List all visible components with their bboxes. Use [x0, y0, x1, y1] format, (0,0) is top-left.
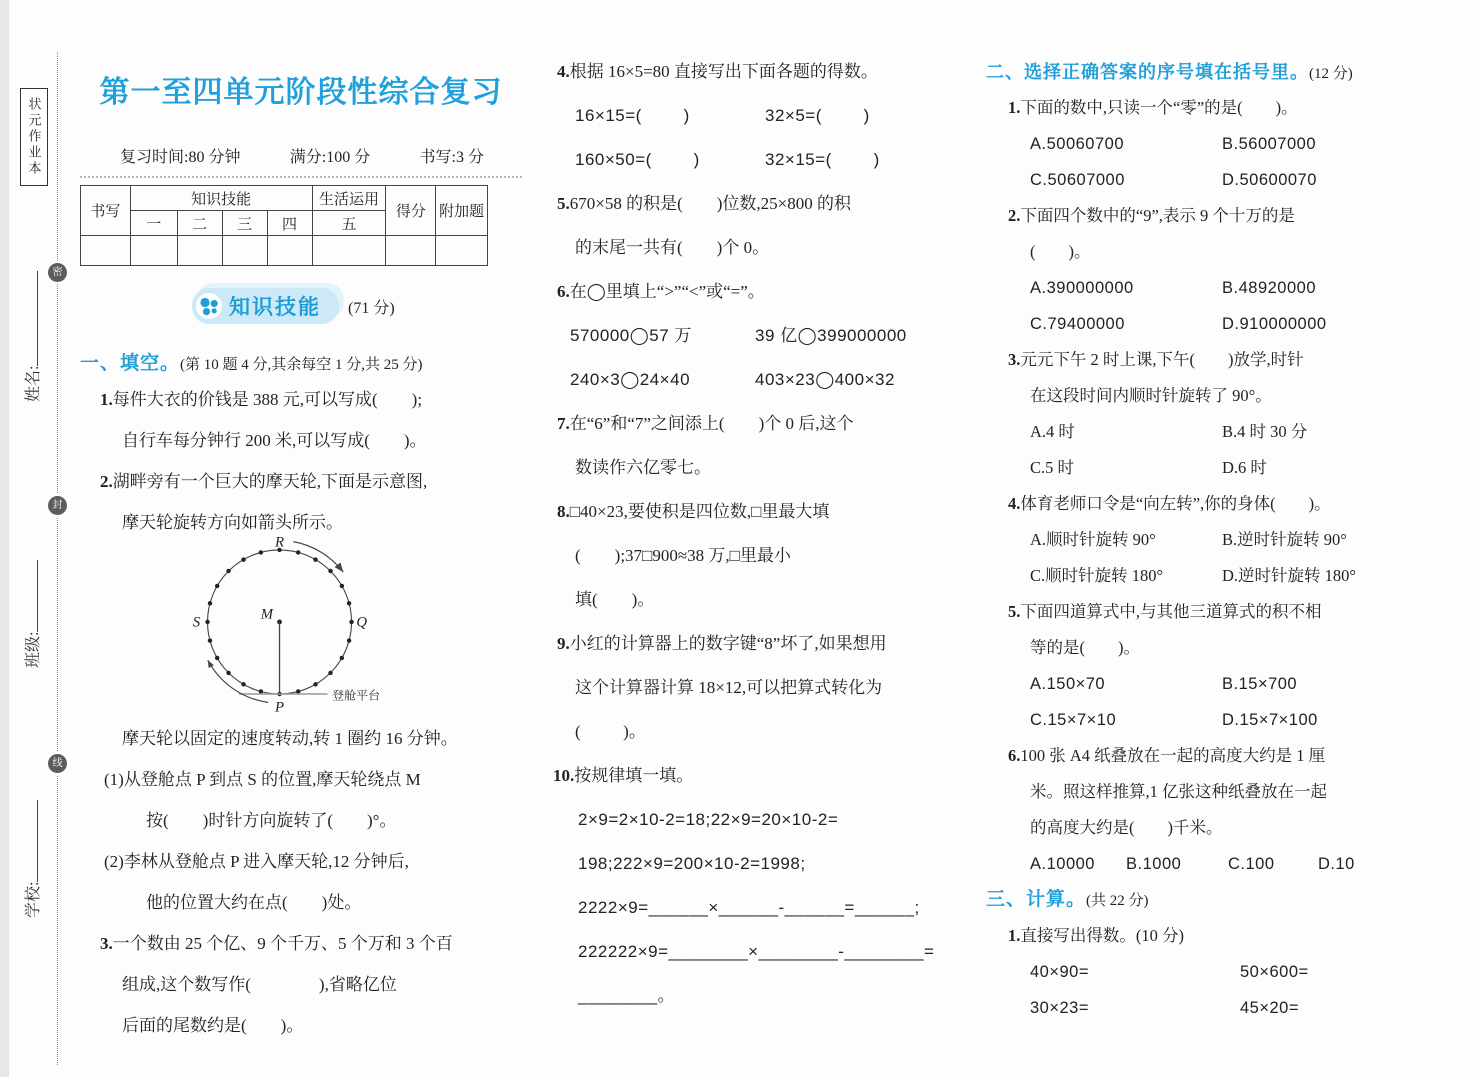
choice-6-line-1 [986, 738, 1438, 774]
option-d: D.50600070 [1222, 171, 1317, 189]
problem-number: 7. [557, 414, 570, 433]
calc-1-line-1 [986, 918, 1438, 954]
score-col-bonus: 附加题 [436, 186, 488, 236]
score-sub-1: 一 [130, 211, 177, 236]
problem-3-line-1 [80, 923, 522, 964]
problem-10-line-2: 2×9=2×10-2=18;22×9=20×10-2= [578, 810, 839, 829]
section-1-note: (第 10 题 4 分,其余每空 1 分,共 25 分) [180, 357, 423, 373]
problem-text: 下面的数中,只读一个“零”的是( )。 [1020, 98, 1298, 117]
score-empty-row [81, 236, 488, 266]
problem-2-sub-2 [80, 841, 522, 882]
section-3-heading [986, 882, 1438, 918]
problem-4-formulas-2 [545, 138, 977, 182]
score-sub-4: 四 [267, 211, 312, 236]
problem-text: 直接写出得数。(10 分) [1020, 926, 1184, 945]
problem-2-sub-1-cont: 按( )时针方向旋转了( )°。 [146, 811, 397, 830]
name-label: 姓名: [25, 365, 42, 402]
problem-text: 一个数由 25 个亿、9 个千万、5 个万和 3 个百 [112, 934, 453, 953]
problem-number: 4. [1008, 494, 1021, 513]
section-1-heading [80, 350, 522, 379]
problem-number: 5. [1008, 602, 1021, 621]
formula: 16×15=( ) [575, 106, 690, 125]
problem-number: 5. [557, 194, 570, 213]
choice-4-options-ab [986, 522, 1438, 558]
option-a: A.10000 [1030, 855, 1095, 873]
problem-2-line-1 [80, 461, 522, 502]
problem-text: 100 张 A4 纸叠放在一起的高度大约是 1 厘 [1020, 746, 1326, 765]
option-a: A.150×70 [1030, 675, 1106, 693]
choice-6-line-3: 的高度大约是( )千米。 [1030, 818, 1223, 837]
meta-writing-score: 书写:3 分 [419, 149, 484, 166]
problem-9-line-3: ( )。 [575, 722, 646, 741]
formula: 40×90= [1030, 963, 1089, 981]
option-d: D.逆时针旋转 180° [1222, 566, 1357, 585]
option-c: C.顺时针旋转 180° [1030, 566, 1164, 585]
problem-10-line-5: 222222×9=________×________-________= [578, 942, 935, 961]
option-b: B.4 时 30 分 [1222, 422, 1308, 441]
option-b: B.逆时针旋转 90° [1222, 530, 1347, 549]
choice-4-line-1 [986, 486, 1438, 522]
exam-meta [80, 144, 522, 167]
problem-10-line-1 [545, 754, 977, 798]
workbook-label-box [20, 88, 48, 186]
problem-text: 根据 16×5=80 直接写出下面各题的得数。 [569, 62, 878, 81]
problem-text: 在“6”和“7”之间添上( )个 0 后,这个 [569, 414, 854, 433]
problem-number: 3. [100, 934, 113, 953]
problem-number: 9. [557, 634, 570, 653]
choice-2-options-cd [986, 306, 1438, 342]
problem-8-line-2: ( );37□900≈38 万,□里最小 [575, 546, 791, 565]
platform-label: 登舱平台 [332, 688, 381, 703]
seal-badge-feng: 封 [48, 496, 67, 515]
formula: 160×50=( ) [575, 150, 700, 169]
score-col-knowledge: 知识技能 [130, 186, 312, 211]
knowledge-skill-badge [192, 288, 522, 324]
sub-text: 李林从登舱点 P 进入摩天轮,12 分钟后, [123, 852, 409, 871]
problem-text: 体育老师口令是“向左转”,你的身体( )。 [1020, 494, 1331, 513]
problem-text: 在◯里填上“>”“<”或“=”。 [569, 282, 765, 301]
page-title: 第一至四单元阶段性综合复习 [99, 76, 503, 109]
problem-1-line-2: 自行车每分钟行 200 米,可以写成( )。 [122, 431, 427, 450]
problem-number: 6. [1008, 746, 1021, 765]
problem-text: 下面四道算式中,与其他三道算式的积不相 [1020, 602, 1322, 621]
problem-2-sub-2-cont: 他的位置大约在点( )处。 [146, 893, 362, 912]
meta-time: 复习时间:80 分钟 [120, 149, 241, 166]
column-3 [986, 54, 1438, 1026]
sub-number: (2) [104, 852, 124, 871]
seal-dotted-line [57, 52, 58, 1065]
option-a: A.50060700 [1030, 135, 1125, 153]
problem-number: 10. [553, 766, 575, 785]
problem-4-formulas-1 [545, 94, 977, 138]
problem-number: 8. [557, 502, 570, 521]
option-a: A.390000000 [1030, 279, 1134, 297]
section-3-note: (共 22 分) [1086, 893, 1149, 909]
name-blank [24, 271, 38, 366]
choice-5-options-cd [986, 702, 1438, 738]
problem-2-sub-1 [80, 759, 522, 800]
school-field [20, 800, 43, 918]
class-blank [24, 560, 38, 632]
option-b: B.48920000 [1222, 279, 1317, 297]
formula: 50×600= [1240, 963, 1309, 981]
choice-5-line-1 [986, 594, 1438, 630]
score-sub-5: 五 [312, 211, 386, 236]
formula: 30×23= [1030, 999, 1089, 1017]
point-R-label: R [275, 537, 285, 551]
sub-text: 从登舱点 P 到点 S 的位置,摩天轮绕点 M [123, 770, 421, 789]
option-d: D.15×7×100 [1222, 711, 1318, 729]
choice-5-options-ab [986, 666, 1438, 702]
problem-number: 1. [100, 390, 113, 409]
problem-number: 1. [1008, 98, 1021, 117]
problem-7-line-1 [545, 402, 977, 446]
comparison: 39 亿◯399000000 [755, 326, 907, 345]
sub-number: (1) [104, 770, 124, 789]
section-1-title: 一、填空。 [80, 353, 181, 374]
problem-text: 下面四个数中的“9”,表示 9 个十万的是 [1020, 206, 1295, 225]
dotted-separator [80, 176, 522, 178]
choice-6-line-2: 米。照这样推算,1 亿张这种纸叠放在一起 [1030, 782, 1327, 801]
problem-text: 670×58 的积是( )位数,25×800 的积 [569, 194, 851, 213]
option-d: D.6 时 [1222, 458, 1267, 477]
choice-3-options-ab [986, 414, 1438, 450]
name-field [20, 271, 43, 402]
formula: 45×20= [1240, 999, 1299, 1017]
formula: 32×15=( ) [765, 150, 880, 169]
problem-10-line-6: ________。 [578, 986, 676, 1005]
problem-number: 2. [1008, 206, 1021, 225]
problem-number: 3. [1008, 350, 1021, 369]
problem-7-line-2: 数读作六亿零七。 [575, 458, 711, 477]
problem-10-line-3: 198;222×9=200×10-2=1998; [578, 854, 806, 873]
problem-6-line-1 [545, 270, 977, 314]
option-d: D.910000000 [1222, 315, 1327, 333]
option-c: C.5 时 [1030, 458, 1075, 477]
problem-6-compare-1 [545, 314, 977, 358]
score-sub-3: 三 [222, 211, 267, 236]
comparison: 240×3◯24×40 [570, 370, 691, 389]
school-blank [24, 800, 38, 882]
option-c: C.50607000 [1030, 171, 1125, 189]
problem-number: 4. [557, 62, 570, 81]
problem-number: 1. [1008, 926, 1021, 945]
problem-number: 6. [557, 282, 570, 301]
problem-10-line-4: 2222×9=______×______-______=______; [578, 898, 920, 917]
choice-3-options-cd [986, 450, 1438, 486]
choice-6-options [986, 846, 1438, 882]
option-b: B.56007000 [1222, 135, 1317, 153]
option-d: D.10 [1318, 855, 1355, 873]
column-2 [545, 50, 977, 1018]
score-table [80, 185, 488, 266]
option-b: B.1000 [1126, 855, 1182, 873]
choice-1-options-cd [986, 162, 1438, 198]
choice-1-options-ab [986, 126, 1438, 162]
option-c: C.100 [1228, 855, 1275, 873]
problem-text: 元元下午 2 时上课,下午( )放学,时针 [1020, 350, 1304, 369]
calc-row-2 [986, 990, 1438, 1026]
choice-3-line-1 [986, 342, 1438, 378]
problem-text: 按规律填一填。 [574, 766, 694, 785]
problem-4-line-1 [545, 50, 977, 94]
badge-pill [192, 288, 339, 324]
problem-6-compare-2 [545, 358, 977, 402]
section-3-title: 三、计算。 [986, 889, 1087, 910]
section-2-title: 二、选择正确答案的序号填在括号里。 [986, 62, 1309, 82]
section-2-heading [986, 54, 1438, 90]
problem-9-line-1 [545, 622, 977, 666]
formula: 32×5=( ) [765, 106, 870, 125]
class-label: 班级: [25, 631, 42, 668]
badge-score: (71 分) [348, 299, 395, 317]
problem-text: □40×23,要使积是四位数,□里最大填 [569, 502, 830, 521]
seal-badge-mi: 密 [48, 263, 67, 282]
problem-number: 2. [100, 472, 113, 491]
problem-8-line-3: 填( )。 [575, 590, 655, 609]
comparison: 403×23◯400×32 [755, 370, 895, 389]
problem-8-line-1 [545, 490, 977, 534]
problem-text: 湖畔旁有一个巨大的摩天轮,下面是示意图, [112, 472, 428, 491]
school-label: 学校: [25, 881, 42, 918]
problem-1-line-1 [80, 379, 522, 420]
point-S-label: S [192, 614, 201, 631]
problem-2-line-3: 摩天轮以固定的速度转动,转 1 圈约 16 分钟。 [122, 729, 458, 748]
choice-1-line-1 [986, 90, 1438, 126]
seal-badge-xian: 线 [48, 754, 67, 773]
point-Q-label: Q [356, 614, 368, 631]
option-c: C.15×7×10 [1030, 711, 1117, 729]
clover-dots-icon [196, 293, 222, 319]
problem-text: 小红的计算器上的数字键“8”坏了,如果想用 [569, 634, 887, 653]
score-col-life: 生活运用 [312, 186, 386, 211]
point-P-label: P [275, 699, 285, 716]
calc-row-1 [986, 954, 1438, 990]
choice-2-line-2: ( )。 [1030, 242, 1091, 261]
class-field [20, 560, 43, 668]
choice-2-options-ab [986, 270, 1438, 306]
problem-5-line-2: 的末尾一共有( )个 0。 [575, 238, 770, 257]
point-M-label: M [260, 606, 274, 623]
score-sub-2: 二 [177, 211, 222, 236]
meta-full-score: 满分:100 分 [289, 149, 371, 166]
choice-4-options-cd [986, 558, 1438, 594]
choice-5-line-2: 等的是( )。 [1030, 638, 1140, 657]
workbook-label: 状元作业本 [26, 97, 42, 177]
problem-3-line-2: 组成,这个数写作( ),省略亿位 [122, 975, 397, 994]
problem-3-line-3: 后面的尾数约是( )。 [122, 1016, 304, 1035]
section-2-note: (12 分) [1309, 66, 1353, 82]
column-1 [80, 58, 522, 1046]
score-col-score: 得分 [386, 186, 436, 236]
score-col-writing: 书写 [81, 186, 131, 236]
comparison: 570000◯57 万 [570, 326, 692, 345]
badge-label: 知识技能 [229, 296, 321, 319]
choice-2-line-1 [986, 198, 1438, 234]
ferris-wheel-diagram [150, 537, 446, 718]
option-b: B.15×700 [1222, 675, 1298, 693]
problem-5-line-1 [545, 182, 977, 226]
problem-2-line-2: 摩天轮旋转方向如箭头所示。 [122, 513, 343, 532]
option-c: C.79400000 [1030, 315, 1125, 333]
choice-3-line-2: 在这段时间内顺时针旋转了 90°。 [1030, 386, 1272, 405]
option-a: A.4 时 [1030, 422, 1075, 441]
page-edge [0, 0, 9, 1077]
option-a: A.顺时针旋转 90° [1030, 530, 1156, 549]
problem-9-line-2: 这个计算器计算 18×12,可以把算式转化为 [575, 678, 883, 697]
problem-text: 每件大衣的价钱是 388 元,可以写成( ); [112, 390, 423, 409]
